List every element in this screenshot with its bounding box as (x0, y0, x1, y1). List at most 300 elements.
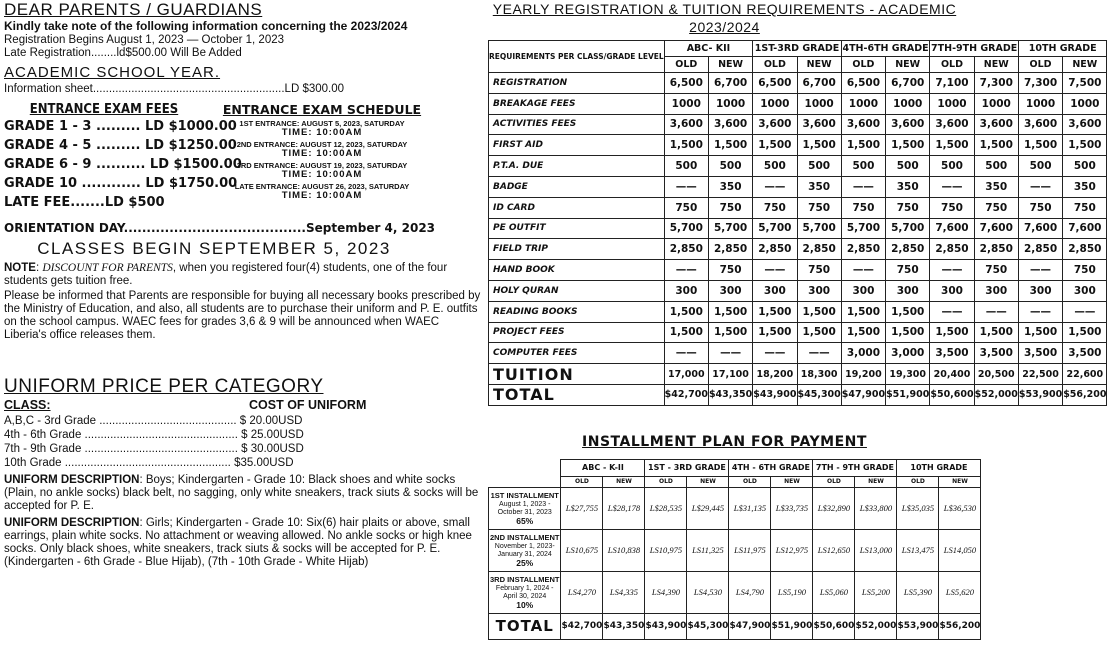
table-cell: 750 (886, 197, 930, 218)
installment-total-cell: $43,350 (603, 613, 645, 639)
table-cell: 300 (797, 280, 841, 301)
row-label: PE OUTFIT (489, 218, 665, 239)
installment-row (489, 529, 981, 571)
installment-dates: August 1, 2023 - October 31, 2023 (497, 500, 552, 516)
classes-begin-heading: CLASSES BEGIN SEPTEMBER 5, 2023 (37, 239, 391, 258)
table-row (489, 301, 1107, 322)
installment-cell: L$27,755 (561, 487, 603, 529)
table-cell: —— (664, 176, 708, 197)
schedule-entry: 2ND ENTRANCE: AUGUST 12, 2023, SATURDAY (236, 140, 408, 149)
table-cell: —— (841, 176, 885, 197)
installment-name: 3RD INSTALLMENT (490, 574, 560, 584)
installment-cell: LS12,650 (813, 529, 855, 571)
installment-group-header: 4TH - 6TH GRADE (729, 459, 813, 476)
table-cell: —— (708, 343, 752, 364)
entrance-exam-fees (4, 102, 242, 212)
table-cell: 1,500 (797, 322, 841, 343)
right-column (488, 0, 1107, 655)
table-cell: 1,500 (797, 301, 841, 322)
registration-dates: Registration Begins August 1, 2023 — October 1, 2023 (4, 34, 285, 46)
table-cell: 18,300 (797, 364, 841, 385)
table-row (489, 93, 1107, 114)
schedule-entry: 3RD ENTRANCE: AUGUST 19, 2023, SATURDAY (236, 161, 408, 170)
table-cell: 300 (841, 280, 885, 301)
installment-cell: LS12,975 (771, 529, 813, 571)
table-cell: 1,500 (841, 135, 885, 156)
installment-total-row (489, 613, 981, 639)
table-cell: 1,500 (1018, 322, 1062, 343)
installment-dates: February 1, 2024 - April 30, 2024 (495, 584, 554, 600)
table-row (489, 176, 1107, 197)
installment-total-cell: $50,600 (813, 613, 855, 639)
table-cell: 750 (974, 260, 1018, 281)
table-cell: 5,700 (664, 218, 708, 239)
fee-line: GRADE 4 - 5 ......... LD $1250.00 (4, 138, 237, 153)
table-cell: 1,500 (664, 301, 708, 322)
table-cell: 1,500 (797, 135, 841, 156)
row-label: BREAKAGE FEES (489, 93, 665, 114)
row-label: PROJECT FEES (489, 322, 665, 343)
table-cell: 7,100 (930, 73, 974, 94)
schedule-time: TIME: 10:00AM (281, 190, 363, 201)
table-cell: $50,600 (930, 384, 974, 405)
table-cell: 1000 (1018, 93, 1062, 114)
installment-label (489, 529, 561, 571)
uniform-price-row: 4th - 6th Grade ................................................ $ 25.00USD (4, 429, 304, 441)
installment-corner (489, 459, 561, 487)
table-cell: 3,600 (1063, 114, 1107, 135)
table-cell: 500 (841, 156, 885, 177)
installment-total-cell: $52,000 (855, 613, 897, 639)
table-cell: 1,500 (708, 301, 752, 322)
table-cell: 5,700 (886, 218, 930, 239)
table-cell: 2,850 (930, 239, 974, 260)
old-new-header: OLD (729, 476, 771, 487)
installment-title: INSTALLMENT PLAN FOR PAYMENT (582, 433, 867, 450)
row-label: ID CARD (489, 197, 665, 218)
installment-cell: L$33,800 (855, 487, 897, 529)
old-new-header: OLD (753, 57, 797, 73)
table-row (489, 218, 1107, 239)
table-cell: 1000 (974, 93, 1018, 114)
row-label: FIELD TRIP (489, 239, 665, 260)
table-row (489, 73, 1107, 94)
table-cell: $43,350 (708, 384, 752, 405)
installment-old-new-row (489, 476, 981, 487)
installment-table-body (489, 487, 981, 639)
table-cell: 3,600 (886, 114, 930, 135)
information-sheet-fee: Information sheet............................................................LD $300.00 (4, 83, 345, 95)
grade-group-header: 1ST-3RD GRADE (753, 41, 842, 57)
table-cell: 6,500 (753, 73, 797, 94)
table-cell: 7,600 (930, 218, 974, 239)
table-cell: 1,500 (753, 322, 797, 343)
installment-cell: LS10,675 (561, 529, 603, 571)
uniform-heading: UNIFORM PRICE PER CATEGORY (4, 376, 324, 397)
old-new-header: NEW (939, 476, 981, 487)
table-cell: —— (753, 176, 797, 197)
old-new-header: OLD (930, 57, 974, 73)
tuition-table-body (489, 73, 1107, 406)
table-cell: —— (930, 176, 974, 197)
table-cell: —— (664, 260, 708, 281)
installment-cell: L$28,178 (603, 487, 645, 529)
schedule-title: ENTRANCE EXAM SCHEDULE (222, 102, 422, 117)
grade-group-header: 10TH GRADE (1018, 41, 1107, 57)
installment-cell: LS14,050 (939, 529, 981, 571)
uniform-desc-label: UNIFORM DESCRIPTION (4, 474, 140, 486)
installment-total-cell: $42,700 (561, 613, 603, 639)
table-row (489, 322, 1107, 343)
table-cell: 6,700 (708, 73, 752, 94)
row-label: BADGE (489, 176, 665, 197)
table-cell: 1,500 (664, 135, 708, 156)
schedule-time: TIME: 10:00AM (281, 169, 363, 180)
installment-cell: L$33,735 (771, 487, 813, 529)
left-column (4, 0, 482, 655)
table-cell: 1000 (841, 93, 885, 114)
table-cell: 300 (753, 280, 797, 301)
installment-cell: LS5,390 (897, 571, 939, 613)
orientation-day: ORIENTATION DAY........................................September 4, 2023 (4, 221, 436, 235)
table-cell: $52,000 (974, 384, 1018, 405)
row-label: TUITION (489, 364, 665, 385)
installment-cell: LS4,390 (645, 571, 687, 613)
table-cell: 7,300 (1018, 73, 1062, 94)
old-new-header: OLD (561, 476, 603, 487)
table-row (489, 343, 1107, 364)
grade-group-header: ABC- KII (664, 41, 753, 57)
table-cell: 500 (753, 156, 797, 177)
table-cell: 1000 (886, 93, 930, 114)
table-cell: 1,500 (664, 322, 708, 343)
installment-cell: LS10,838 (603, 529, 645, 571)
table-cell: 7,600 (1018, 218, 1062, 239)
books-note: Please be informed that Parents are responsible for buying all necessary books prescribed by the Ministry of Education, and also, all students are to purchase their uniform and P. E. outfits on the school campus. WAEC fees for grades 3,6 & 9 will be announced when WAEC Liberia's office releases them. (4, 290, 481, 341)
table-cell: —— (753, 343, 797, 364)
table-cell: 7,600 (974, 218, 1018, 239)
table-cell: 1,500 (841, 322, 885, 343)
table-cell: —— (974, 301, 1018, 322)
installment-label (489, 487, 561, 529)
uniform-price-row: A,B,C - 3rd Grade ........................................... $ 20.00USD (4, 415, 303, 427)
table-cell: 1,500 (930, 322, 974, 343)
entrance-fees-title: ENTRANCE EXAM FEES (29, 102, 179, 117)
installment-cell: L$29,445 (687, 487, 729, 529)
table-cell: 1,500 (974, 322, 1018, 343)
table-cell: 300 (664, 280, 708, 301)
table-cell: 3,500 (974, 343, 1018, 364)
installment-cell: LS11,325 (687, 529, 729, 571)
row-label: HAND BOOK (489, 260, 665, 281)
table-cell: —— (753, 260, 797, 281)
table-cell: 3,500 (1063, 343, 1107, 364)
table-cell: 750 (1063, 260, 1107, 281)
table-cell: 1,500 (708, 135, 752, 156)
table-cell: —— (1018, 176, 1062, 197)
table-cell: 20,500 (974, 364, 1018, 385)
table-cell: 1,500 (1018, 135, 1062, 156)
table-cell: 2,850 (664, 239, 708, 260)
table-cell: 350 (886, 176, 930, 197)
installment-cell: LS4,270 (561, 571, 603, 613)
table-cell: 5,700 (841, 218, 885, 239)
table-cell: 20,400 (930, 364, 974, 385)
uniform-desc-label: UNIFORM DESCRIPTION (4, 517, 140, 529)
old-new-header: NEW (886, 57, 930, 73)
table-row (489, 239, 1107, 260)
table-cell: $47,900 (841, 384, 885, 405)
table-cell: 300 (708, 280, 752, 301)
table-cell: 1,500 (1063, 322, 1107, 343)
schedule-time: TIME: 10:00AM (281, 127, 363, 138)
table-cell: 22,600 (1063, 364, 1107, 385)
table-cell: 1000 (1063, 93, 1107, 114)
table-cell: 3,600 (797, 114, 841, 135)
installment-total-cell: $47,900 (729, 613, 771, 639)
greeting-heading: DEAR PARENTS / GUARDIANS (4, 0, 263, 19)
table-cell: 500 (1063, 156, 1107, 177)
installment-row (489, 571, 981, 613)
table-cell: 19,200 (841, 364, 885, 385)
table-cell: 500 (886, 156, 930, 177)
table-cell: 3,600 (841, 114, 885, 135)
table-cell: 3,000 (886, 343, 930, 364)
installment-table (488, 459, 981, 640)
installment-group-header: 10TH GRADE (897, 459, 981, 476)
schedule-entry: LATE ENTRANCE: AUGUST 26, 2023, SATURDAY (234, 182, 410, 191)
grade-group-header: 4TH-6TH GRADE (841, 41, 930, 57)
table-cell: 500 (664, 156, 708, 177)
row-label: ACTIVITIES FEES (489, 114, 665, 135)
old-new-header: NEW (771, 476, 813, 487)
boys-uniform-description (4, 474, 482, 513)
table-cell: 7,600 (1063, 218, 1107, 239)
table-cell: 750 (886, 260, 930, 281)
installment-cell: LS4,335 (603, 571, 645, 613)
installment-total-cell: $51,900 (771, 613, 813, 639)
installment-cell: L$36,530 (939, 487, 981, 529)
table-cell: 750 (797, 197, 841, 218)
table-cell: 1,500 (974, 135, 1018, 156)
table-cell: —— (664, 343, 708, 364)
old-new-header: OLD (664, 57, 708, 73)
table-cell: 3,600 (974, 114, 1018, 135)
old-new-header: OLD (897, 476, 939, 487)
table-cell: 2,850 (708, 239, 752, 260)
table-cell: 3,600 (708, 114, 752, 135)
old-new-header: NEW (1063, 57, 1107, 73)
table-cell: 17,100 (708, 364, 752, 385)
table-row (489, 156, 1107, 177)
table-cell: 350 (797, 176, 841, 197)
table-cell: 2,850 (1063, 239, 1107, 260)
table-cell: 22,500 (1018, 364, 1062, 385)
girls-uniform-description (4, 517, 482, 569)
table-cell: 2,850 (841, 239, 885, 260)
fee-line: GRADE 10 ............ LD $1750.00 (4, 176, 238, 191)
table-cell: 1000 (708, 93, 752, 114)
installment-percent: 10% (516, 599, 534, 610)
table-cell: 5,700 (708, 218, 752, 239)
table-cell: 300 (974, 280, 1018, 301)
installment-cell: LS5,190 (771, 571, 813, 613)
fees-and-schedule (4, 102, 482, 220)
installment-cell: LS10,975 (645, 529, 687, 571)
table-cell: 350 (708, 176, 752, 197)
table-cell: 2,850 (753, 239, 797, 260)
late-fee-line: LATE FEE.......LD $500 (4, 195, 165, 210)
discount-text: , when you registered four(4) students, one of the four students gets tuition free. (4, 262, 448, 287)
table-cell: 750 (708, 260, 752, 281)
table-cell: $51,900 (886, 384, 930, 405)
table-cell: 3,600 (753, 114, 797, 135)
table-cell: 2,850 (886, 239, 930, 260)
table-cell: 1000 (753, 93, 797, 114)
installment-cell: L$32,890 (813, 487, 855, 529)
table-cell: 5,700 (797, 218, 841, 239)
installment-cell: LS4,530 (687, 571, 729, 613)
table-cell: $45,300 (797, 384, 841, 405)
table-cell: 7,500 (1063, 73, 1107, 94)
table-cell: 300 (886, 280, 930, 301)
old-new-header: NEW (974, 57, 1018, 73)
table-cell: 500 (797, 156, 841, 177)
row-label: TOTAL (489, 384, 665, 405)
table-cell: 3,600 (1018, 114, 1062, 135)
installment-group-header: ABC - K-II (561, 459, 645, 476)
installment-percent: 25% (516, 557, 534, 568)
late-registration: Late Registration........ld$500.00 Will Be Added (4, 47, 242, 59)
table-cell: 750 (930, 197, 974, 218)
table-cell: 6,700 (797, 73, 841, 94)
table-cell: 3,600 (664, 114, 708, 135)
grade-group-header: 7TH-9TH GRADE (930, 41, 1019, 57)
discount-note: NOTE: DISCOUNT FOR PARENTS, when you registered four(4) students, one of the four students gets tuition free. (4, 262, 448, 287)
table-cell: 750 (1063, 197, 1107, 218)
kindly-note: Kindly take note of the following information concerning the 2023/2024 (4, 19, 408, 33)
table-cell: 6,500 (841, 73, 885, 94)
row-label: HOLY QURAN (489, 280, 665, 301)
table-cell: —— (930, 301, 974, 322)
table-cell: 750 (1018, 197, 1062, 218)
table-cell: 1,500 (753, 301, 797, 322)
note-label: NOTE (4, 262, 36, 274)
installment-total-cell: $43,900 (645, 613, 687, 639)
table-row (489, 114, 1107, 135)
installment-total-cell: $53,900 (897, 613, 939, 639)
table-cell: 1,500 (1063, 135, 1107, 156)
schedule-entry: 1ST ENTRANCE: AUGUST 5, 2023, SATURDAY (239, 119, 405, 128)
table-cell: 1,500 (930, 135, 974, 156)
table-cell: 750 (841, 197, 885, 218)
old-new-header: NEW (797, 57, 841, 73)
table-cell: —— (1018, 260, 1062, 281)
table-cell: 3,600 (930, 114, 974, 135)
table-cell: 750 (974, 197, 1018, 218)
tuition-table (488, 40, 1107, 406)
table-cell: 2,850 (1018, 239, 1062, 260)
table-cell: 1000 (930, 93, 974, 114)
row-label: READING BOOKS (489, 301, 665, 322)
old-new-header: OLD (1018, 57, 1062, 73)
table-cell: —— (930, 260, 974, 281)
installment-cell: LS11,975 (729, 529, 771, 571)
table-cell: 3,500 (1018, 343, 1062, 364)
table-cell: 750 (664, 197, 708, 218)
corner-header: REQUIREMENTS PER CLASS/GRADE LEVEL (489, 41, 665, 73)
table-row (489, 260, 1107, 281)
table-cell: $56,200 (1063, 384, 1107, 405)
installment-total-cell: $45,300 (687, 613, 729, 639)
cost-column-label: COST OF UNIFORM (249, 398, 367, 412)
table-cell: 500 (708, 156, 752, 177)
class-column-label: CLASS: (4, 398, 51, 412)
schedule-time: TIME: 10:00AM (281, 148, 363, 159)
table-cell: 6,500 (664, 73, 708, 94)
table-cell: 1,500 (753, 135, 797, 156)
installment-cell: LS13,000 (855, 529, 897, 571)
old-new-header: NEW (603, 476, 645, 487)
academic-year-heading: ACADEMIC SCHOOL YEAR. (4, 64, 221, 81)
table-cell: 300 (1018, 280, 1062, 301)
total-row (489, 364, 1107, 385)
table-cell: 300 (930, 280, 974, 301)
table-cell: 350 (974, 176, 1018, 197)
table-cell: 750 (797, 260, 841, 281)
table-cell: 3,000 (841, 343, 885, 364)
table-cell: 1,500 (841, 301, 885, 322)
fee-line: GRADE 6 - 9 .......... LD $1500.00 (4, 157, 242, 172)
installment-group-header: 1ST - 3RD GRADE (645, 459, 729, 476)
old-new-header: OLD (645, 476, 687, 487)
table-cell: 19,300 (886, 364, 930, 385)
table-cell: 5,700 (753, 218, 797, 239)
old-new-header: OLD (813, 476, 855, 487)
table-cell: —— (1063, 301, 1107, 322)
installment-cell: L$28,535 (645, 487, 687, 529)
tuition-table-title: YEARLY REGISTRATION & TUITION REQUIREMENTS - ACADEMIC 2023/2024 (492, 1, 957, 35)
installment-label (489, 571, 561, 613)
row-label: FIRST AID (489, 135, 665, 156)
table-cell: 350 (1063, 176, 1107, 197)
boys-uniform-text: : Boys; Kindergarten - Grade 10: Black shoes and white socks (Plain, no ankle socks) black belt, no sagging, only white sneakers, track siuts & socks will be accepted for P. E. (4, 474, 479, 512)
table-cell: $42,700 (664, 384, 708, 405)
entrance-exam-schedule (222, 102, 422, 201)
installment-dates: November 1, 2023- January 31, 2024 (494, 542, 555, 558)
table-cell: $43,900 (753, 384, 797, 405)
installment-cell: LS5,060 (813, 571, 855, 613)
table-cell: 300 (1063, 280, 1107, 301)
table-cell: 1000 (664, 93, 708, 114)
table-cell: 17,000 (664, 364, 708, 385)
uniform-price-row: 7th - 9th Grade ................................................ $ 30.00USD (4, 443, 304, 455)
table-cell: 750 (708, 197, 752, 218)
table-cell: 1,500 (886, 322, 930, 343)
fee-line: GRADE 1 - 3 ......... LD $1000.00 (4, 119, 237, 134)
table-cell: 2,850 (974, 239, 1018, 260)
table-cell: —— (841, 260, 885, 281)
table-cell: 750 (753, 197, 797, 218)
installment-cell: L$35,035 (897, 487, 939, 529)
uniform-table-header (4, 398, 482, 414)
installment-row (489, 487, 981, 529)
old-new-header: NEW (855, 476, 897, 487)
table-cell: 1000 (797, 93, 841, 114)
row-label: COMPUTER FEES (489, 343, 665, 364)
table-row (489, 197, 1107, 218)
installment-name: 1ST INSTALLMENT (490, 490, 559, 500)
